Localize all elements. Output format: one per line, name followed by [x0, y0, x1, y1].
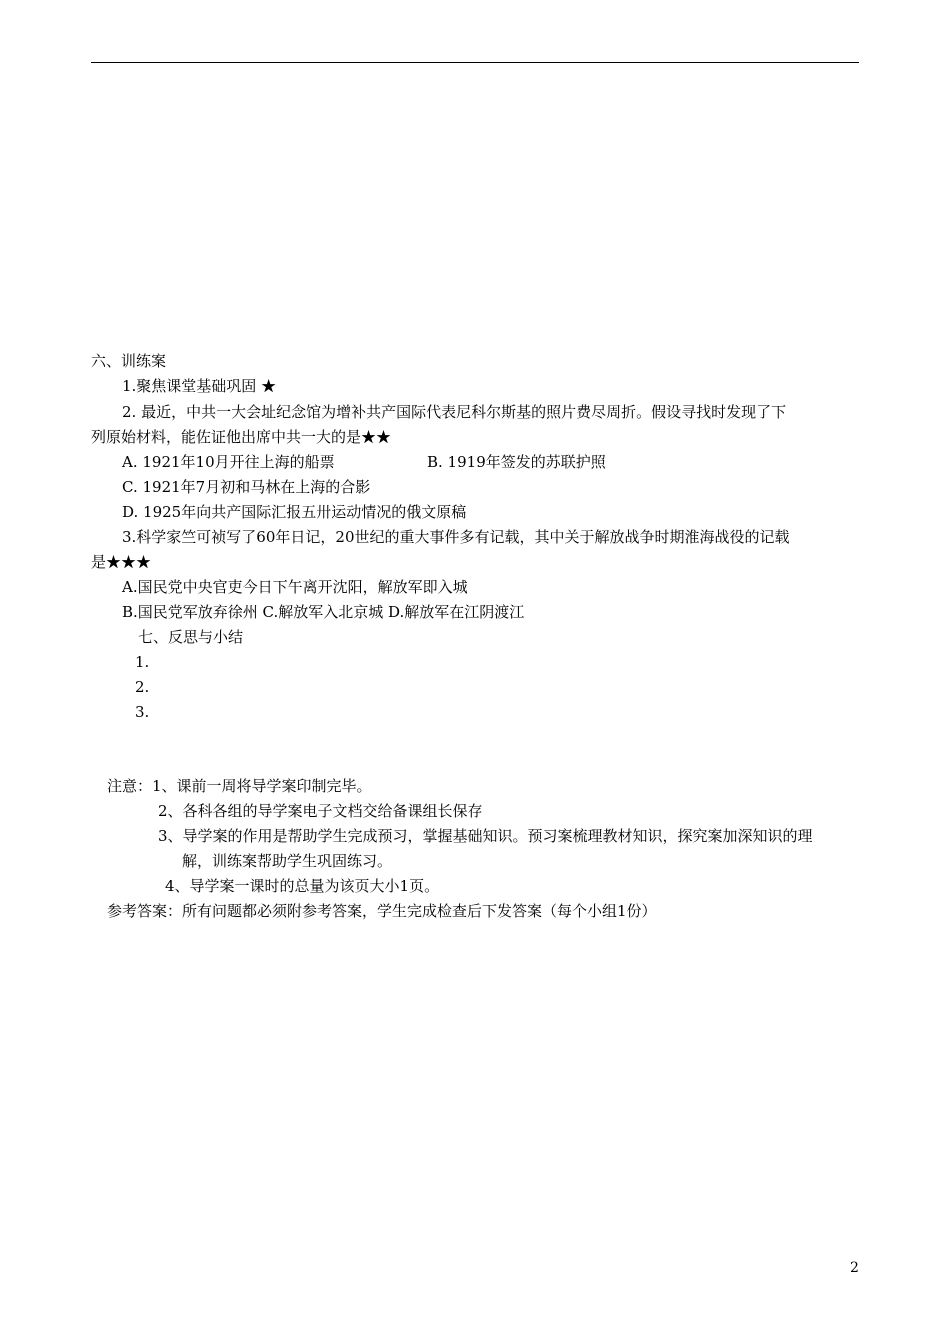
question-2-option-a: A. 1921年10月开往上海的船票: [122, 453, 335, 471]
header-rule: [91, 62, 859, 63]
question-3-line-2: 是★★★: [91, 553, 152, 571]
question-2-line-2: 列原始材料，能佐证他出席中共一大的是★★: [91, 428, 392, 446]
reference-answer-note: 参考答案：所有问题都必须附参考答案，学生完成检查后下发答案（每个小组1份）: [107, 902, 657, 920]
reflection-item: 2.: [135, 678, 150, 696]
question-3-line-1: 3.科学家竺可祯写了60年日记，20世纪的重大事件多有记载，其中关于解放战争时期淮海战役的记载: [122, 528, 790, 546]
section-heading-reflection: 七、反思与小结: [138, 628, 244, 646]
question-2-option-d: D. 1925年向共产国际汇报五卅运动情况的俄文原稿: [122, 503, 467, 521]
question-2-option-c: C. 1921年7月初和马林在上海的合影: [122, 478, 371, 496]
note-4: 4、导学案一课时的总量为该页大小1页。: [165, 877, 440, 895]
question-2-option-b: B. 1919年签发的苏联护照: [427, 453, 606, 471]
note-2: 2、各科各组的导学案电子文档交给备课组长保存: [158, 802, 483, 820]
page-number: 2: [850, 1260, 859, 1276]
question-2-line-1: 2. 最近，中共一大会址纪念馆为增补共产国际代表尼科尔斯基的照片费尽周折。假设寻找时发现了下: [122, 403, 787, 421]
reflection-item: 1.: [135, 653, 150, 671]
section-heading-training: 六、训练案: [91, 352, 167, 370]
note-3-line-1: 3、导学案的作用是帮助学生完成预习，掌握基础知识。预习案梳理教材知识，探究案加深知识的理: [158, 827, 813, 845]
note-1: 注意：1、课前一周将导学案印制完毕。: [107, 777, 372, 795]
question-3-option-a: A.国民党中央官吏今日下午离开沈阳，解放军即入城: [122, 578, 468, 596]
question-1: 1.聚焦课堂基础巩固 ★: [122, 377, 277, 395]
question-3-options-bcd: B.国民党军放弃徐州 C.解放军入北京城 D.解放军在江阴渡江: [122, 603, 525, 621]
note-3-line-2: 解，训练案帮助学生巩固练习。: [182, 852, 393, 870]
reflection-item: 3.: [135, 703, 150, 721]
